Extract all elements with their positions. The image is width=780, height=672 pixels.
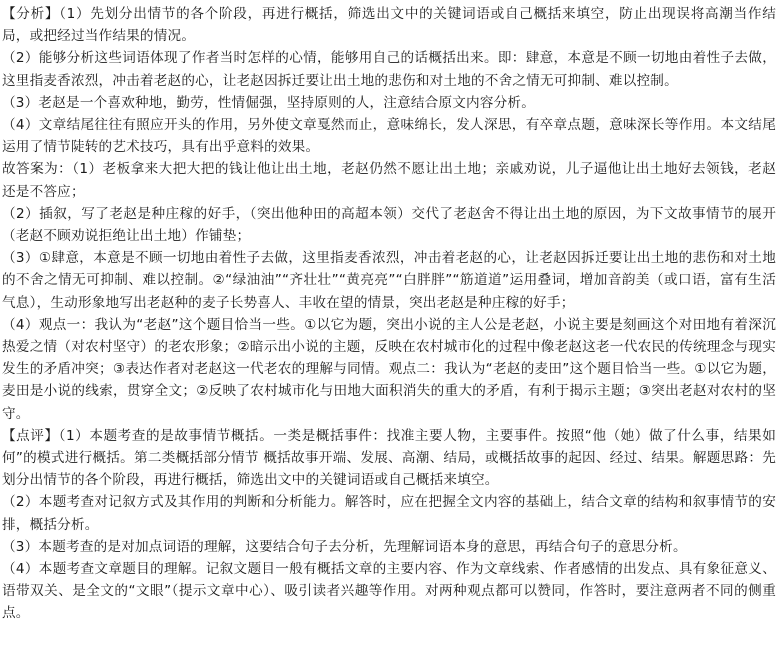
answer-paragraph-1: 故答案为：（1）老板拿来大把大把的钱让他让出土地，老赵仍然不愿让出土地；亲戚劝说，儿子逼他让出土地好去领钱，老赵还是不答应； — [2, 161, 776, 200]
comment-paragraph-4: （4）本题考查文章题目的理解。记叙文题目一般有概括文章的主要内容、作为文章线索、作者感情的出发点、具有象征意义、语带双关、是全文的“文眼”（提示文章中心）、吸引读者兴趣等作用。对两种观点都可以赞同，作答时，要注意两者不同的侧重点。 — [2, 561, 776, 622]
analysis-paragraph-2: （2）能够分析这些词语体现了作者当时怎样的心情，能够用自己的话概括出来。即：肆意，本意是不顾一切地由着性子去做，这里指麦香浓烈，冲击着老赵的心，让老赵因拆迁要让出土地的悲伤和对土地的不舍之情无可抑制、难以控制。 — [2, 50, 776, 89]
analysis-paragraph-3: （3）老赵是一个喜欢种地，勤劳，性情倔强，坚持原则的人，注意结合原文内容分析。 — [2, 94, 536, 111]
answer-paragraph-2: （2）插叙，写了老赵是种庄稼的好手，（突出他种田的高超本领）交代了老赵舍不得让出土地的原因，为下文故事情节的展开（老赵不顾劝说拒绝让出土地）作铺垫； — [2, 205, 776, 245]
analysis-paragraph-1: 【分析】（1）先划分出情节的各个阶段，再进行概括，筛选出文中的关键词语或自己概括来填空，防止出现误将高潮当作结局，或把经过当作结果的情况。 — [2, 6, 776, 45]
comment-paragraph-3: （3）本题考查的是对加点词语的理解，这要结合句子去分析，先理解词语本身的意思，再结合句子的意思分析。 — [2, 538, 687, 555]
comment-paragraph-1: 【点评】（1）本题考查的是故事情节概括。一类是概括事件：找准主要人物，主要事件。按照“他（她）做了什么事，结果如何”的模式进行概括。第二类概括部分情节 概括故事开端、发展、高潮、结局，或概括故事的起因、经过、结果。解题思路：先划分出情节的各个阶段，再进行概括，筛选出文中的关键词语或自己概括来填空。 — [2, 427, 776, 489]
answer-paragraph-4: （4）观点一：我认为“老赵”这个题目恰当一些。①以它为题，突出小说的主人公是老赵，小说主要是刻画这个对田地有着深沉热爱之情（对农村坚守）的老农形象；②暗示出小说的主题，反映在农村城市化的过程中像老赵这老一代农民的传统理念与现实发生的矛盾冲突；③表达作者对老赵这一代老农的理解与同情。观点二：我认为“老赵的麦田”这个题目恰当一些。①以它为题，麦田是小说的线索，贯穿全文；②反映了农村城市化与田地大面积消失的重大的矛盾，有利于揭示主题；③突出老赵对农村的坚守。 — [2, 316, 776, 422]
comment-paragraph-2: （2）本题考查对记叙方式及其作用的判断和分析能力。解答时，应在把握全文内容的基础上，结合文章的结构和叙事情节的安排，概括分析。 — [2, 494, 776, 533]
analysis-paragraph-4: （4）文章结尾往往有照应开头的作用，另外使文章戛然而止，意味绵长，发人深思，有卒章点题，意味深长等作用。本文结尾运用了情节陡转的艺术技巧，具有出乎意料的效果。 — [2, 117, 776, 156]
answer-paragraph-3: （3）①肆意，本意是不顾一切地由着性子去做，这里指麦香浓烈，冲击着老赵的心，让老赵因拆迁要让出土地的悲伤和对土地的不舍之情无可抑制、难以控制。②“绿油油”“齐壮壮”“黄亮亮”“白胖胖”“筋道道”运用叠词，增加音韵美（或口语，富有生活气息），生动形象地写出老赵种的麦子长势喜人、丰收在望的情景，突出老赵是种庄稼的好手； — [2, 250, 776, 311]
